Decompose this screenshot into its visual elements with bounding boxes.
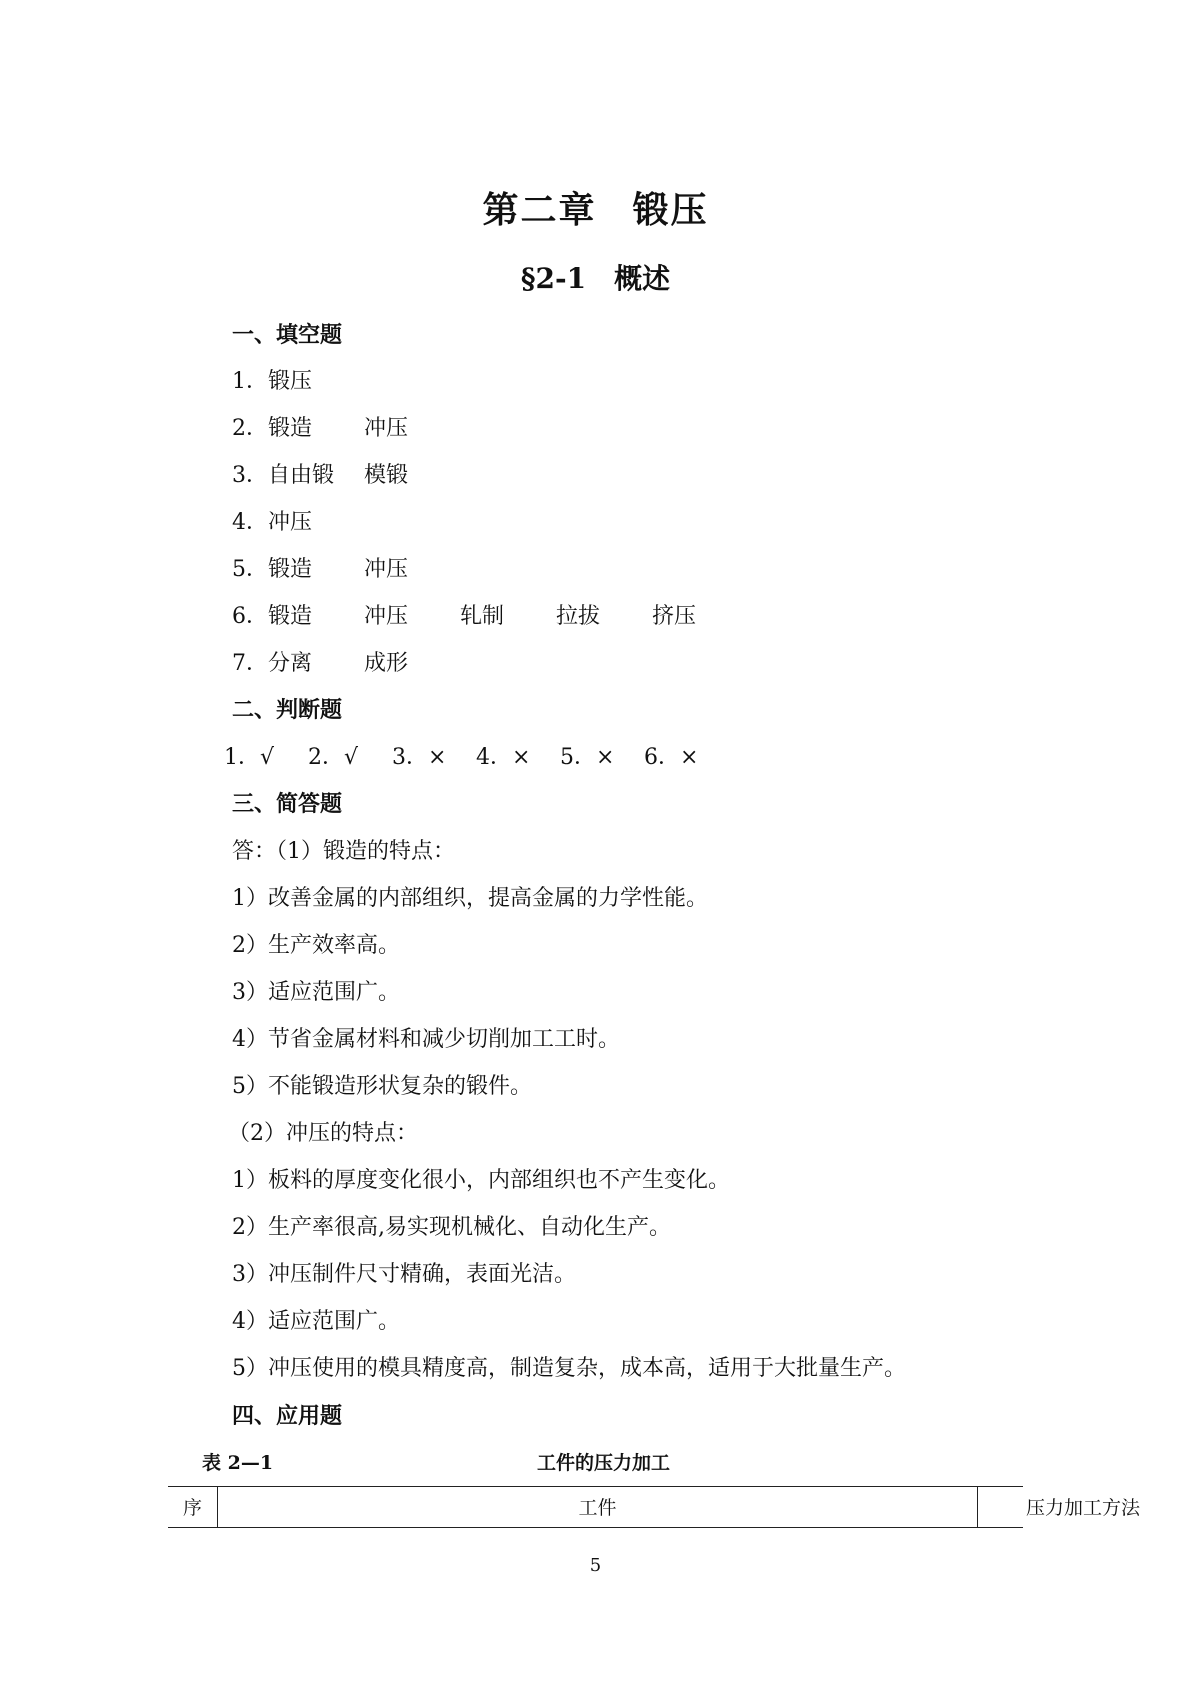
answer: 成形 bbox=[364, 651, 409, 676]
tf-answer: 2．√ bbox=[308, 745, 359, 770]
item-number: 3． bbox=[232, 463, 268, 488]
true-false-answers bbox=[224, 740, 728, 771]
application-heading: 四、应用题 bbox=[232, 1403, 343, 1429]
answer-line: 2）生产效率高。 bbox=[232, 933, 400, 958]
answer-line: 2）生产率很高,易实现机械化、自动化生产。 bbox=[232, 1215, 671, 1240]
page-number: 5 bbox=[589, 1555, 602, 1576]
answer-line: 4）适应范围广。 bbox=[232, 1309, 400, 1334]
item-number: 4． bbox=[232, 510, 268, 535]
answer-line: 1）板料的厚度变化很小，内部组织也不产生变化。 bbox=[232, 1168, 730, 1193]
table-label: 表 2—1 bbox=[202, 1452, 274, 1474]
fill-blank-heading: 一、填空题 bbox=[232, 322, 343, 348]
chapter-label: 第二章 bbox=[482, 189, 597, 231]
tf-answer: 4．× bbox=[476, 745, 531, 770]
answer-line: 答：（1）锻造的特点： bbox=[232, 839, 455, 864]
answer: 挤压 bbox=[652, 604, 697, 629]
section-title bbox=[0, 257, 1191, 297]
item-number: 6． bbox=[232, 604, 268, 629]
fill-blank-item bbox=[232, 364, 364, 395]
answer: 锻压 bbox=[268, 369, 313, 394]
fill-blank-item bbox=[232, 552, 460, 583]
item-number: 2． bbox=[232, 416, 268, 441]
answer: 冲压 bbox=[364, 557, 409, 582]
fill-blank-item bbox=[232, 458, 460, 489]
section-name: 概述 bbox=[614, 262, 671, 295]
item-number: 7． bbox=[232, 651, 268, 676]
chapter-title bbox=[0, 182, 1191, 233]
tf-answer: 3．× bbox=[392, 745, 447, 770]
fill-blank-item bbox=[232, 411, 460, 442]
fill-blank-item bbox=[232, 646, 460, 677]
answer-line: 5）冲压使用的模具精度高，制造复杂，成本高，适用于大批量生产。 bbox=[232, 1356, 906, 1381]
answer: 分离 bbox=[268, 651, 313, 676]
answer: 轧制 bbox=[460, 604, 505, 629]
pressure-processing-table bbox=[168, 1486, 1140, 1528]
fill-blank-item bbox=[232, 599, 748, 630]
fill-blank-item bbox=[232, 505, 364, 536]
answer-line: 1）改善金属的内部组织，提高金属的力学性能。 bbox=[232, 886, 708, 911]
answer-line: 4）节省金属材料和减少切削加工工时。 bbox=[232, 1027, 620, 1052]
short-answer-heading: 三、简答题 bbox=[232, 791, 343, 817]
tf-answer: 6．× bbox=[644, 745, 699, 770]
answer: 模锻 bbox=[364, 463, 409, 488]
item-number: 5． bbox=[232, 557, 268, 582]
answer-line: 3）适应范围广。 bbox=[232, 980, 400, 1005]
answer: 锻造 bbox=[268, 557, 313, 582]
answer: 冲压 bbox=[268, 510, 313, 535]
tf-answer: 1．√ bbox=[224, 745, 275, 770]
item-number: 1． bbox=[232, 369, 268, 394]
answer-line: 3）冲压制件尺寸精确，表面光洁。 bbox=[232, 1262, 576, 1287]
answer: 冲压 bbox=[364, 604, 409, 629]
tf-answer: 5．× bbox=[560, 745, 615, 770]
chapter-name: 锻压 bbox=[632, 189, 709, 231]
answer: 锻造 bbox=[268, 604, 313, 629]
answer: 拉拔 bbox=[556, 604, 601, 629]
answer: 锻造 bbox=[268, 416, 313, 441]
table-header-cell: 工件 bbox=[218, 1487, 978, 1527]
table-header-cell: 压力加工方法 bbox=[1025, 1497, 1140, 1519]
answer: 冲压 bbox=[364, 416, 409, 441]
section-label: §2-1 bbox=[520, 262, 587, 295]
table-header-cell: 序 bbox=[168, 1487, 218, 1527]
answer-line: 5）不能锻造形状复杂的锻件。 bbox=[232, 1074, 532, 1099]
answer-line: （2）冲压的特点： bbox=[228, 1121, 418, 1146]
true-false-heading: 二、判断题 bbox=[232, 697, 343, 723]
answer: 自由锻 bbox=[268, 463, 335, 488]
table-title: 工件的压力加工 bbox=[537, 1452, 671, 1474]
